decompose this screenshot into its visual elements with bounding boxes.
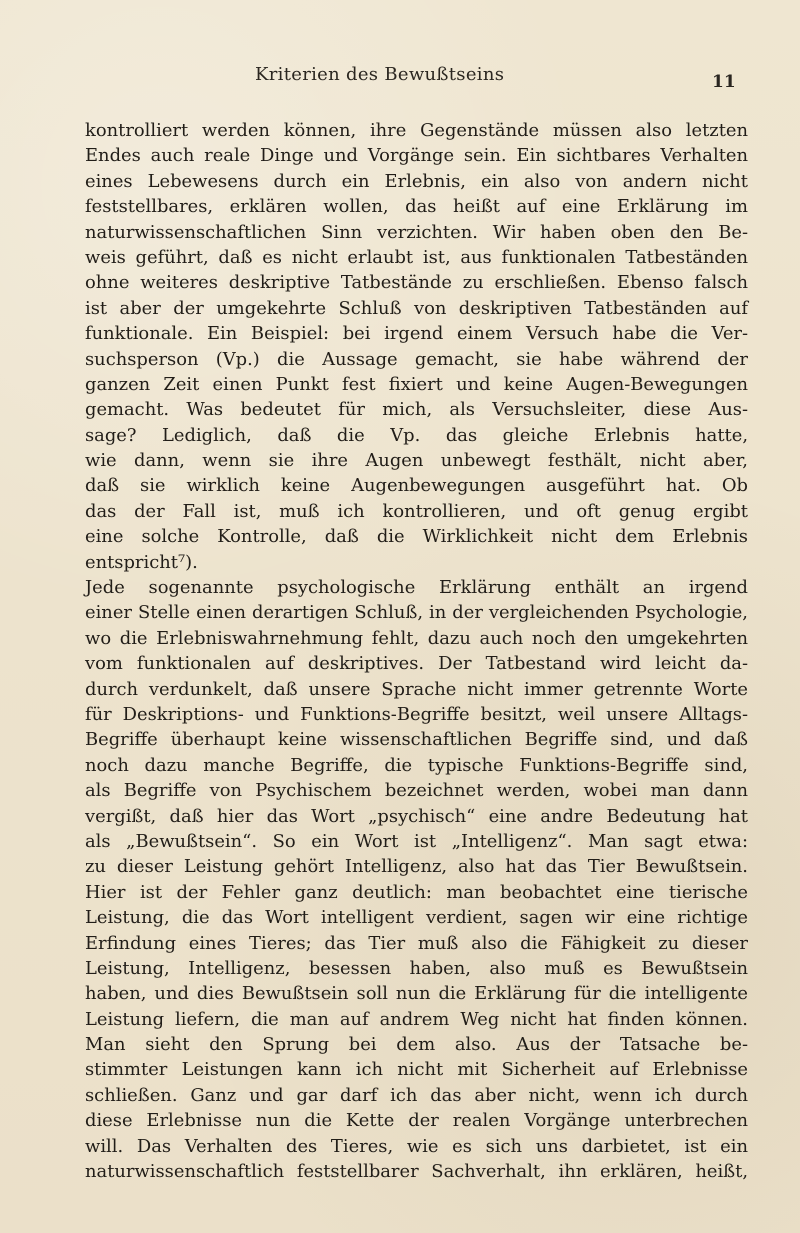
text-line: Endes auch reale Dinge und Vorgänge sein. Ein sichtbares Verhalten: [85, 145, 748, 167]
text-line: vom funktionalen auf deskriptives. Der Tatbestand wird leicht da-: [85, 653, 748, 675]
text-line: gemacht. Was bedeutet für mich, als Versuchsleiter, diese Aus-: [85, 399, 748, 421]
text-line: Begriffe überhaupt keine wissenschaftlichen Begriffe sind, und daß: [85, 729, 748, 751]
text-line: schließen. Ganz und gar darf ich das aber nicht, wenn ich durch: [85, 1084, 748, 1106]
text-line: sage? Lediglich, daß die Vp. das gleiche Erlebnis hatte,: [85, 424, 748, 446]
text-line: Leistung, Intelligenz, besessen haben, also muß es Bewußtsein: [85, 957, 748, 979]
text-line: Erfindung eines Tieres; das Tier muß also die Fähigkeit zu dieser: [85, 932, 748, 954]
text-line: Leistung liefern, die man auf andrem Weg nicht hat finden können.: [85, 1008, 748, 1030]
running-title: Kriterien des Bewußtseins: [255, 64, 505, 85]
text-line: ganzen Zeit einen Punkt fest fixiert und keine Augen-Bewegungen: [85, 373, 748, 395]
page-header: [0, 64, 800, 94]
text-line: wo die Erlebniswahrnehmung fehlt, dazu auch noch den umgekehrten: [85, 627, 748, 649]
text-line: daß sie wirklich keine Augenbewegungen ausgeführt hat. Ob: [85, 475, 748, 497]
text-line: zu dieser Leistung gehört Intelligenz, also hat das Tier Bewußtsein.: [85, 856, 748, 878]
text-line: feststellbares, erklären wollen, das heißt auf eine Erklärung im: [85, 196, 748, 218]
text-line: will. Das Verhalten des Tieres, wie es sich uns darbietet, ist ein: [85, 1135, 748, 1157]
text-line: durch verdunkelt, daß unsere Sprache nicht immer getrennte Worte: [85, 678, 748, 700]
text-line: Hier ist der Fehler ganz deutlich: man beobachtet eine tierische: [85, 881, 748, 903]
text-line: vergißt, daß hier das Wort „psychisch“ eine andre Bedeutung hat: [85, 805, 748, 827]
text-line: stimmter Leistungen kann ich nicht mit Sicherheit auf Erlebnisse: [85, 1059, 748, 1081]
text-line: diese Erlebnisse nun die Kette der realen Vorgänge unterbrechen: [85, 1110, 748, 1132]
text-line: haben, und dies Bewußtsein soll nun die Erklärung für die intelligente: [85, 983, 748, 1005]
text-line: naturwissenschaftlich feststellbarer Sachverhalt, ihn erklären, heißt,: [85, 1161, 748, 1183]
text-line: eine solche Kontrolle, daß die Wirklichkeit nicht dem Erlebnis: [85, 526, 748, 548]
text-line: Jede sogenannte psychologische Erklärung enthält an irgend: [85, 577, 748, 599]
text-line: Man sieht den Sprung bei dem also. Aus der Tatsache be-: [85, 1034, 748, 1056]
text-line: weis geführt, daß es nicht erlaubt ist, aus funktionalen Tatbeständen: [85, 246, 748, 268]
text-line: für Deskriptions- und Funktions-Begriffe besitzt, weil unsere Alltags-: [85, 703, 748, 725]
text-line: als „Bewußtsein“. So ein Wort ist „Intelligenz“. Man sagt etwa:: [85, 830, 748, 852]
text-line: kontrolliert werden können, ihre Gegenstände müssen also letzten: [85, 120, 748, 141]
text-line: ohne weiteres deskriptive Tatbestände zu erschließen. Ebenso falsch: [85, 272, 748, 294]
text-line: noch dazu manche Begriffe, die typische Funktions-Begriffe sind,: [85, 754, 748, 776]
page-number: 11: [712, 72, 736, 92]
text-line: naturwissenschaftlichen Sinn verzichten. Wir haben oben den Be-: [85, 221, 748, 243]
text-line: ist aber der umgekehrte Schluß von deskriptiven Tatbeständen auf: [85, 297, 748, 319]
text-line: funktionale. Ein Beispiel: bei irgend einem Versuch habe die Ver-: [85, 323, 748, 345]
text-line: einer Stelle einen derartigen Schluß, in der vergleichenden Psychologie,: [85, 602, 748, 624]
text-line: das der Fall ist, muß ich kontrollieren, und oft genug ergibt: [85, 500, 748, 522]
text-line: suchsperson (Vp.) die Aussage gemacht, sie habe während der: [85, 348, 748, 370]
text-line: als Begriffe von Psychischem bezeichnet werden, wobei man dann: [85, 780, 748, 802]
body-text: [85, 118, 748, 1184]
text-line: wie dann, wenn sie ihre Augen unbewegt festhält, nicht aber,: [85, 450, 748, 472]
text-line: entspricht⁷).: [85, 551, 198, 573]
text-line: Leistung, die das Wort intelligent verdient, sagen wir eine richtige: [85, 907, 748, 929]
text-line: eines Lebewesens durch ein Erlebnis, ein also von andern nicht: [85, 170, 748, 192]
